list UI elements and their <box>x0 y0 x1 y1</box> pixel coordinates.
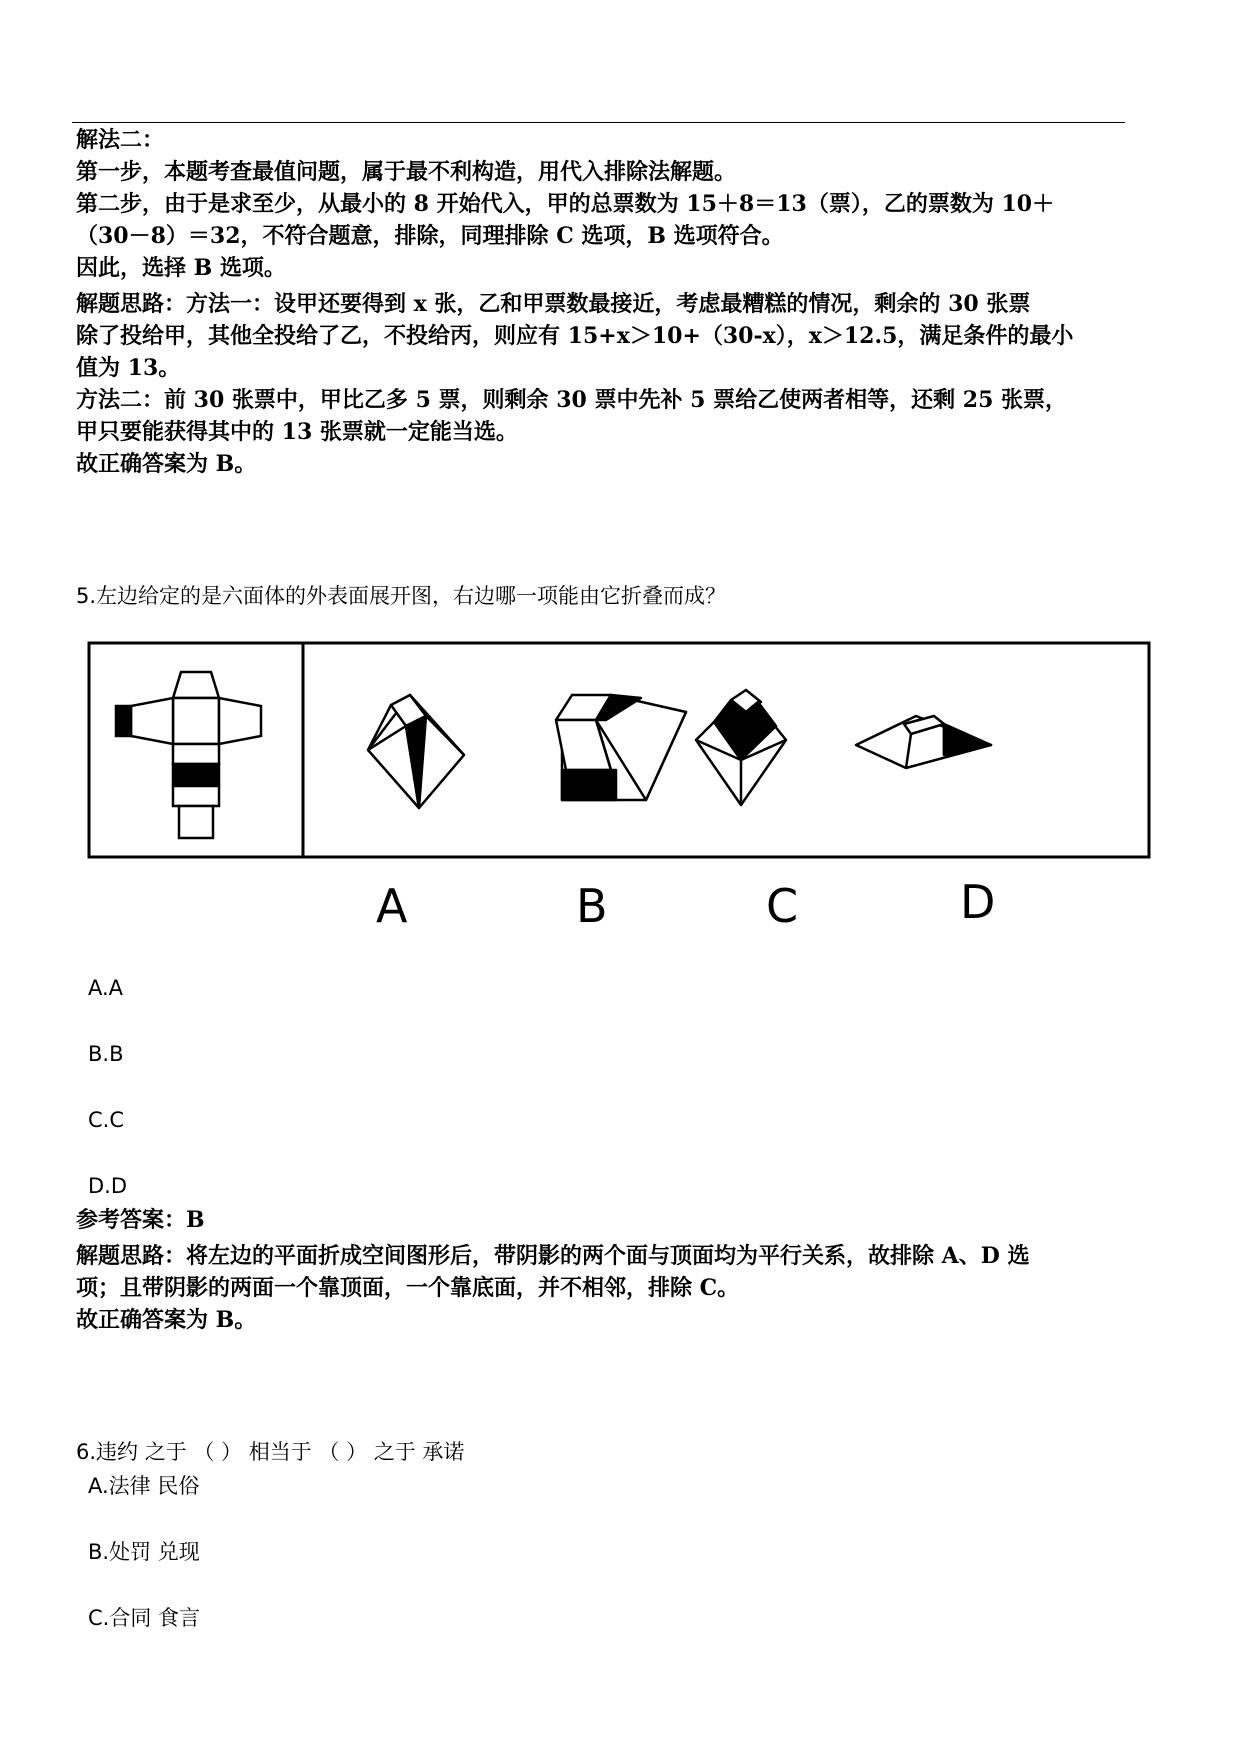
option-c-shape <box>696 690 786 805</box>
figure-label-c: C <box>766 879 799 933</box>
q5-final: 故正确答案为 B。 <box>76 1307 257 1333</box>
solution-alt-line2: 甲只要能获得其中的 13 张票就一定能当选。 <box>76 419 518 445</box>
q5-option-c[interactable]: C.C <box>88 1108 125 1132</box>
cube-net-figure <box>86 640 1176 940</box>
q6-option-b[interactable]: B.处罚 兑现 <box>88 1540 200 1564</box>
option-a-shape <box>368 695 464 808</box>
solution-step2-line1: 第二步，由于是求至少，从最小的 8 开始代入，甲的总票数为 15＋8＝13（票），乙的票数为 10＋ <box>76 191 1055 217</box>
question-6-text: 6.违约 之于 （ ） 相当于 （ ） 之于 承诺 <box>76 1440 465 1464</box>
q5-explain-line2: 项；且带阴影的两面一个靠顶面，一个靠底面，并不相邻，排除 C。 <box>76 1275 740 1301</box>
solution-idea-line1: 解题思路：方法一：设甲还要得到 x 张，乙和甲票数最接近，考虑最糟糕的情况，剩余的 30 张票 <box>76 291 1031 317</box>
solution-idea-line2: 除了投给甲，其他全投给了乙，不投给丙，则应有 15+x＞10+（30-x），x＞12.5，满足条件的最小 <box>76 323 1074 349</box>
q5-explain-line1: 解题思路：将左边的平面折成空间图形后，带阴影的两个面与顶面均为平行关系，故排除 A、D 选 <box>76 1243 1030 1269</box>
solution-final: 故正确答案为 B。 <box>76 451 257 477</box>
figure-label-b: B <box>576 879 608 933</box>
figure-label-a: A <box>376 879 408 933</box>
option-d-shape <box>856 716 991 768</box>
option-b-shape <box>556 695 686 800</box>
q5-option-b[interactable]: B.B <box>88 1042 124 1066</box>
solution-idea-line3: 值为 13。 <box>76 355 181 381</box>
method2-title: 解法二： <box>76 127 165 153</box>
q5-option-d[interactable]: D.D <box>88 1174 128 1198</box>
header-rule <box>72 122 1125 123</box>
cube-net <box>116 672 261 838</box>
solution-step2-line2: （30－8）＝32，不符合题意，排除，同理排除 C 选项，B 选项符合。 <box>76 223 784 249</box>
solution-step1: 第一步，本题考查最值问题，属于最不利构造，用代入排除法解题。 <box>76 159 737 185</box>
solution-alt-line1: 方法二：前 30 张票中，甲比乙多 5 票，则剩余 30 票中先补 5 票给乙使两者相等，还剩 25 张票， <box>76 387 1068 413</box>
q5-option-a[interactable]: A.A <box>88 976 124 1000</box>
q5-answer: 参考答案：B <box>76 1207 205 1233</box>
solution-conclusion: 因此，选择 B 选项。 <box>76 255 286 281</box>
q6-option-a[interactable]: A.法律 民俗 <box>88 1474 200 1498</box>
q6-option-c[interactable]: C.合同 食言 <box>88 1606 201 1630</box>
question-5-text: 5.左边给定的是六面体的外表面展开图，右边哪一项能由它折叠而成？ <box>76 584 727 608</box>
figure-label-d: D <box>960 875 996 929</box>
